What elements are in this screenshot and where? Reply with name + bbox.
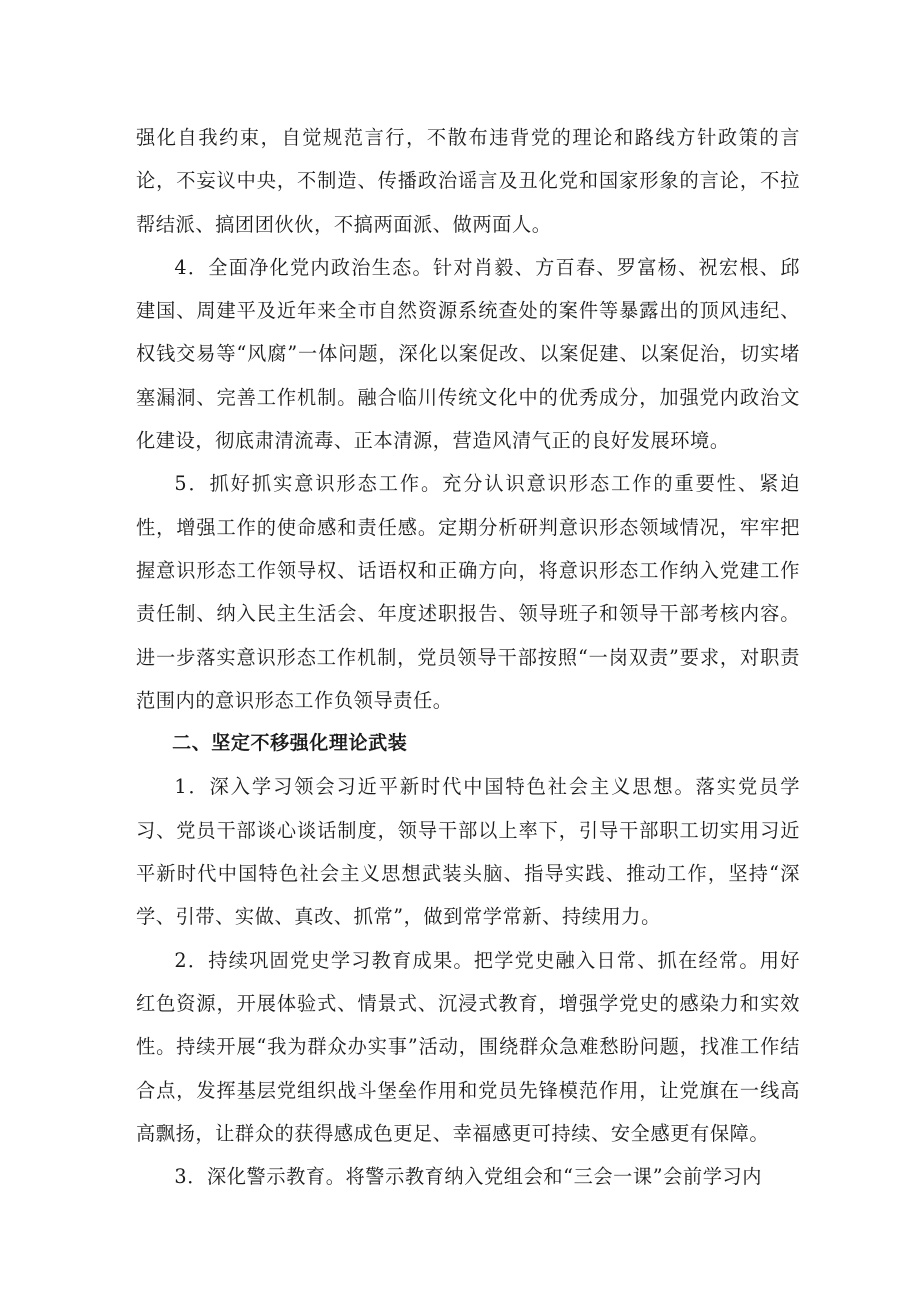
paragraph-continuation: 强化自我约束，自觉规范言行，不散布违背党的理论和路线方针政策的言论，不妄议中央，不制造、传播政治谣言及丑化党和国家形象的言论，不拉帮结派、搞团团伙伙，不搞两面派、做两面人。 xyxy=(136,126,800,236)
paragraph-item-1: 1．深入学习领会习近平新时代中国特色社会主义思想。落实党员学习、党员干部谈心谈话制度，领导干部以上率下，引导干部职工切实用习近平新时代中国特色社会主义思想武装头脑、指导实践、推动工作，坚持“深学、引带、实做、真改、抓常”，做到常学常新、持续用力。 xyxy=(136,775,800,929)
paragraph-item-3: 3．深化警示教育。将警示教育纳入党组会和“三会一课”会前学习内 xyxy=(174,1165,763,1189)
paragraph-item-2: 2．持续巩固党史学习教育成果。把学党史融入日常、抓在经常。用好红色资源，开展体验式、情景式、沉浸式教育，增强学党史的感染力和实效性。持续开展“我为群众办实事”活动，围绕群众急难愁盼问题，找准工作结合点，发挥基层党组织战斗堡垒作用和党员先锋模范作用，让党旗在一线高高飘扬，让群众的获得感成色更足、幸福感更可持续、安全感更有保障。 xyxy=(136,948,800,1145)
section-heading: 二、坚定不移强化理论武装 xyxy=(172,732,408,755)
paragraph-item-4: 4．全面净化党内政治生态。针对肖毅、方百春、罗富杨、祝宏根、邱建国、周建平及近年来全市自然资源系统查处的案件等暴露出的顶风违纪、权钱交易等“风腐”一体问题，深化以案促改、以案促建、以案促治，切实堵塞漏洞、完善工作机制。融合临川传统文化中的优秀成分，加强党内政治文化建设，彻底肃清流毒、正本清源，营造风清气正的良好发展环境。 xyxy=(136,255,800,453)
document-body xyxy=(136,116,800,1198)
paragraph-item-5: 5．抓好抓实意识形态工作。充分认识意识形态工作的重要性、紧迫性，增强工作的使命感和责任感。定期分析研判意识形态领域情况，牢牢把握意识形态工作领导权、话语权和正确方向，将意识形态工作纳入党建工作责任制、纳入民主生活会、年度述职报告、领导班子和领导干部考核内容。进一步落实意识形态工作机制，党员领导干部按照“一岗双责”要求，对职责范围内的意识形态工作负领导责任。 xyxy=(136,472,800,712)
